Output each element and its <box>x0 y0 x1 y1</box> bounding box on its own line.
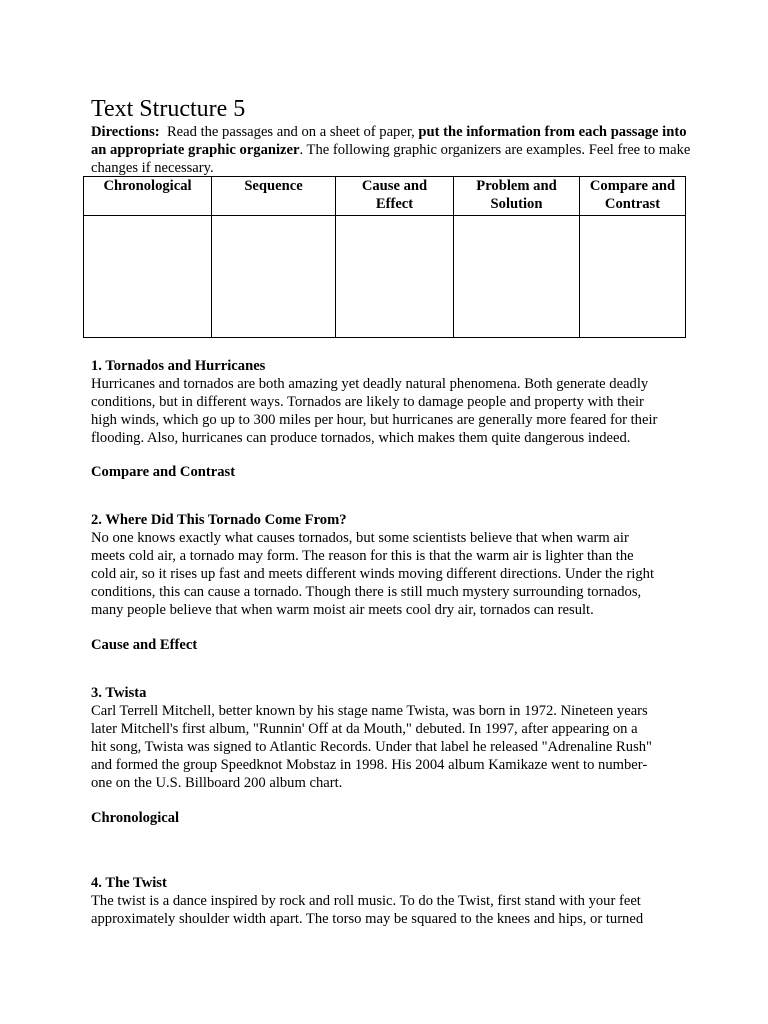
organizer-cell <box>336 216 454 338</box>
page-title: Text Structure 5 <box>91 96 246 122</box>
section-2-heading: 2. Where Did This Tornado Come From? <box>91 512 347 528</box>
passage-line: hit song, Twista was signed to Atlantic Records. Under that label he released "Adrenaline Rush" <box>91 739 653 755</box>
section-1-passage <box>91 375 691 447</box>
organizer-header-chronological: Chronological <box>84 177 212 216</box>
directions-label: Directions: <box>91 124 160 140</box>
section-3-heading: 3. Twista <box>91 685 147 701</box>
passage-line: approximately shoulder width apart. The torso may be squared to the knees and hips, or turned <box>91 911 644 927</box>
passage-line: many people believe that when warm moist air meets cool dry air, tornados can result. <box>91 602 594 618</box>
organizer-cell <box>454 216 580 338</box>
directions-text-2: . The following graphic organizers are examples. Feel free to make changes if necessary. <box>91 142 691 176</box>
section-4-passage <box>91 892 691 928</box>
directions <box>91 123 691 177</box>
organizer-header-cause-effect: Cause and Effect <box>336 177 454 216</box>
directions-bold-text: put the information from each passage into an appropriate graphic organizer <box>91 124 687 158</box>
section-4-heading: 4. The Twist <box>91 875 167 891</box>
section-1-answer: Compare and Contrast <box>91 464 236 480</box>
organizer-header-row <box>84 177 686 216</box>
passage-line: later Mitchell's first album, "Runnin' Off at da Mouth," debuted. In 1997, after appearing on a <box>91 721 638 737</box>
organizer-header-problem-solution: Problem and Solution <box>454 177 580 216</box>
organizer-header-sequence: Sequence <box>212 177 336 216</box>
section-1-heading: 1. Tornados and Hurricanes <box>91 358 266 374</box>
graphic-organizer-table <box>83 176 686 338</box>
section-2-passage <box>91 529 691 619</box>
passage-line: No one knows exactly what causes tornados, but some scientists believe that when warm air <box>91 530 629 546</box>
organizer-cell <box>212 216 336 338</box>
organizer-cell <box>84 216 212 338</box>
organizer-cell <box>580 216 686 338</box>
passage-line: Carl Terrell Mitchell, better known by his stage name Twista, was born in 1972. Nineteen years <box>91 703 648 719</box>
organizer-header-compare-contrast: Compare and Contrast <box>580 177 686 216</box>
section-3-answer: Chronological <box>91 810 180 826</box>
passage-line: one on the U.S. Billboard 200 album chart. <box>91 775 343 791</box>
passage-line: The twist is a dance inspired by rock and roll music. To do the Twist, first stand with your feet <box>91 893 641 909</box>
section-2-answer: Cause and Effect <box>91 637 198 653</box>
passage-line: conditions, but in different ways. Tornados are likely to damage people and property with their <box>91 394 644 410</box>
passage-line: conditions, this can cause a tornado. Though there is still much mystery surrounding tornados, <box>91 584 642 600</box>
passage-line: high winds, which go up to 300 miles per hour, but hurricanes are generally more feared for their <box>91 412 658 428</box>
organizer-body-row <box>84 216 686 338</box>
directions-text-1: Read the passages and on a sheet of paper, <box>166 124 415 140</box>
passage-line: Hurricanes and tornados are both amazing yet deadly natural phenomena. Both generate deadly <box>91 376 649 392</box>
section-3-passage <box>91 702 691 792</box>
passage-line: meets cold air, a tornado may form. The reason for this is that the warm air is lighter than the <box>91 548 634 564</box>
passage-line: and formed the group Speedknot Mobstaz in 1998. His 2004 album Kamikaze went to number- <box>91 757 648 773</box>
passage-line: cold air, so it rises up fast and meets different winds moving different directions. Under the right <box>91 566 655 582</box>
passage-line: flooding. Also, hurricanes can produce tornados, which makes them quite dangerous indeed. <box>91 430 631 446</box>
